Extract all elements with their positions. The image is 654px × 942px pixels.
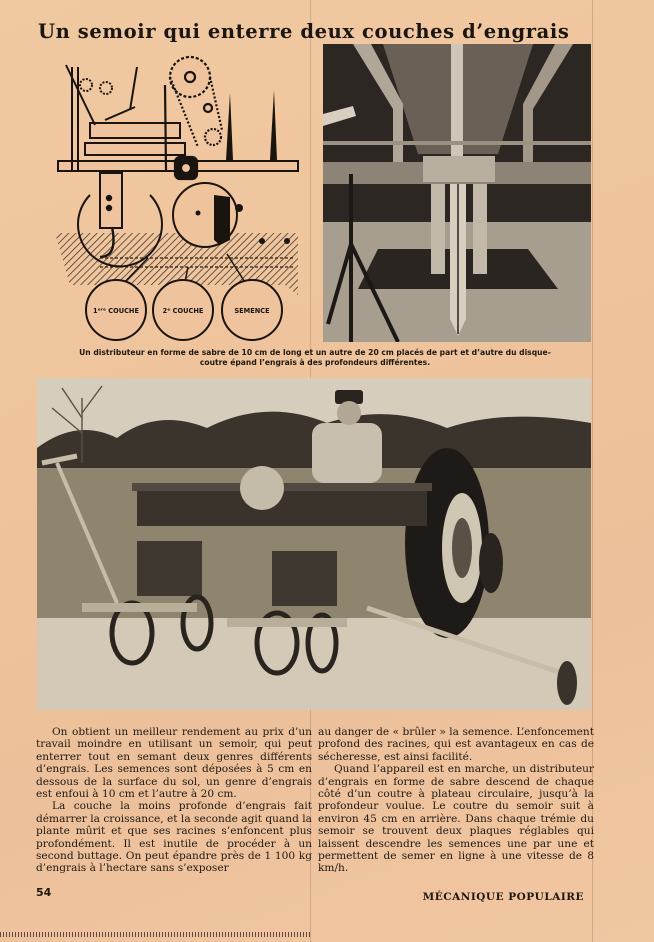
seeder-diagram <box>30 45 310 345</box>
paragraph: au danger de « brûler » la semence. L’enfoncement profond des racines, qui est avantageux en cas de sécheresse, est ainsi facilité. <box>318 726 594 763</box>
page-number: 54 <box>36 886 52 899</box>
tractor-seeder-photo <box>37 378 591 710</box>
seed-hopper-right <box>272 551 337 606</box>
article-title: Un semoir qui enterre deux couches d’engrais <box>38 20 570 43</box>
paragraph: Quand l’appareil est en marche, un distributeur d’engrais en forme de sabre descend de chaque côté d’un coutre à plateau circulaire, jusqu’à la profondeur voulue. Le coutre du semoir suit à environ 45 cm en arrière. Dans chaque trémie du semoir se trouvent deux plaques réglables qui laissent descendre les semences une par une et permettent de semer en ligne à une vitesse de 8 km/h. <box>318 763 594 875</box>
drawing-silhouette <box>226 90 277 160</box>
label-first-layer: 1ᵉʳᵉ COUCHE <box>93 307 139 315</box>
figure-caption <box>36 348 594 368</box>
seed-hopper-left <box>137 541 202 596</box>
caption-line-2: coutre épand l’engrais à des profondeurs différentes. <box>199 358 431 367</box>
label-seed: SEMENCE <box>234 307 270 315</box>
text-column-left <box>36 726 312 875</box>
center-post <box>451 44 463 164</box>
label-second-layer: 2ᵉ COUCHE <box>162 307 204 315</box>
magazine-name: MÉCANIQUE POPULAIRE <box>422 891 584 903</box>
caption-line-1: Un distributeur en forme de sabre de 10 cm de long et un autre de 20 cm placés de part et d’autre du disque- <box>79 348 551 357</box>
paragraph: On obtient un meilleur rendement au prix d’un travail moindre en utilisant un semoir, qui peut enterrer tout en semant deux genres différents d’engrais. Les semences sont déposées à 5 cm en dessous de la surface du sol, un genre d’engrais est enfoui à 10 cm et l’autre à 20 cm. <box>36 726 312 801</box>
paragraph: La couche la moins profonde d’engrais fait démarrer la croissance, et la seconde agit quand la plante mûrit et que ses racines s’enfoncent plus profondément. Il est inutile de procéder à un second buttage. On peut épandre près de 1 100 kg d’engrais à l’hectare sans s’exposer <box>36 800 312 875</box>
distributor-closeup-photo <box>323 44 591 342</box>
gear-icon <box>80 79 112 94</box>
perforation-edge <box>0 932 310 937</box>
driver <box>312 423 382 483</box>
text-column-right <box>318 726 594 875</box>
